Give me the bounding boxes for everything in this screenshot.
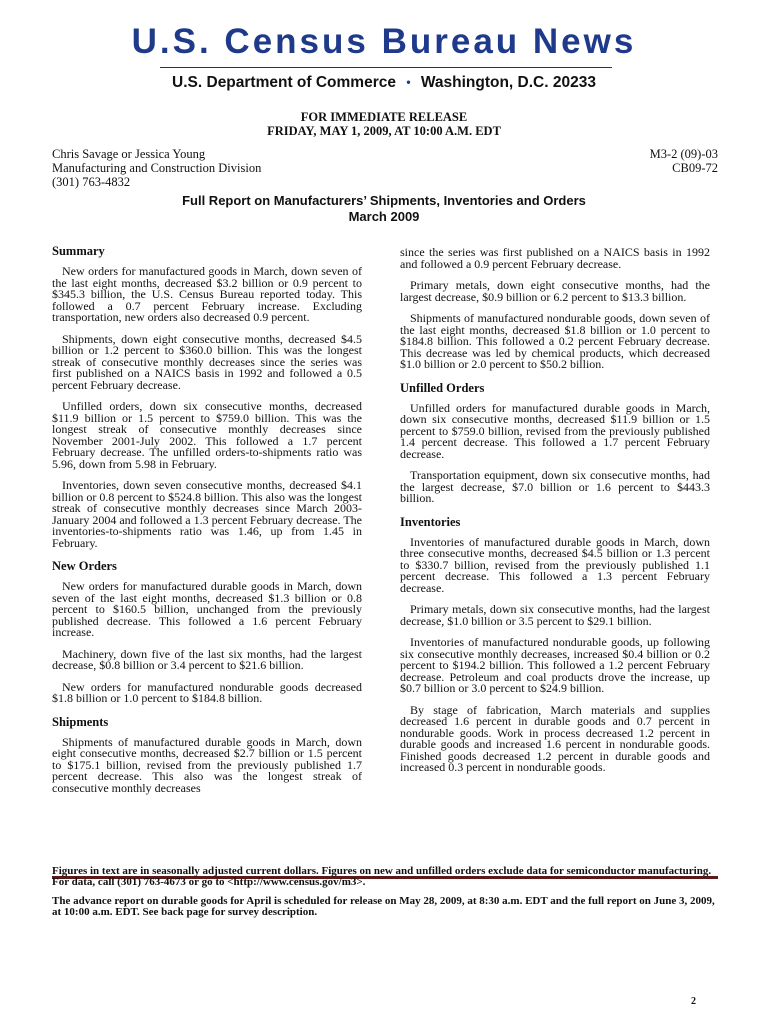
paragraph: New orders for manufactured nondurable goods decreased $1.8 billion or 1.0 percent to $184.8 billion.	[52, 679, 362, 705]
paragraph: Inventories of manufactured nondurable goods, up following six consecutive monthly decreases, increased $0.4 billion or 0.2 percent to $194.2 billion. This followed a 1.2 percent February decrease. Petroleum and coal products drove the increase, up $0.7 billion or 3.0 percent to $24.9 billion.	[400, 635, 710, 695]
page-number: 2	[691, 996, 696, 1007]
paragraph: New orders for manufactured durable goods in March, down seven of the last eight months, decreased $1.3 billion or 0.8 percent to $160.5 billion, unchanged from the previously published decrease. This followed a 1.6 percent February increase.	[52, 579, 362, 639]
section-heading-inventories: Inventories	[400, 514, 461, 529]
release-notice	[0, 110, 768, 138]
paragraph: Inventories of manufactured durable goods in March, down three consecutive months, decreased $4.5 billion or 1.3 percent to $330.7 billion, revised from the previously published 1.1 percent decrease. This followed a 1.3 percent February decrease.	[400, 534, 710, 595]
left-column	[52, 244, 362, 804]
paragraph: Shipments of manufactured nondurable goods, down seven of the last eight months, decreased $1.8 billion or 1.0 percent to $184.8 billion. This followed a 0.2 percent February decrease. This decrease was led by chemical products, which decreased $1.0 billion or 2.0 percent to $50.2 billion.	[400, 311, 710, 371]
contact-phone: (301) 763-4832	[52, 175, 131, 189]
bullet-separator: •	[406, 75, 411, 89]
paragraph-continued: since the series was first published on a NAICS basis in 1992 and followed a 0.9 percent February decrease.	[400, 245, 710, 271]
paragraph: Shipments, down eight consecutive months, decreased $4.5 billion or 1.2 percent to $360.0 billion. This was the longest streak of consecutive monthly decreases since the series was first published on a NAICS basis in 1992 and followed a 0.5 percent February decrease.	[52, 331, 362, 392]
report-title	[0, 193, 768, 225]
paragraph: Primary metals, down eight consecutive months, had the largest decrease, $0.9 billion or 6.2 percent to $13.3 billion.	[400, 278, 710, 304]
contact-name: Chris Savage or Jessica Young	[52, 147, 206, 161]
release-line: FOR IMMEDIATE RELEASE	[300, 110, 468, 124]
paragraph: Primary metals, down six consecutive months, had the largest decrease, $1.0 billion or 3.5 percent to $29.1 billion.	[400, 602, 710, 628]
contact-block	[52, 147, 718, 189]
department-address: Washington, D.C. 20233	[420, 74, 596, 91]
paragraph: Machinery, down five of the last six months, had the largest decrease, $0.8 billion or 3.4 percent to $21.6 billion.	[52, 646, 362, 672]
release-code: CB09-72	[672, 161, 718, 175]
paragraph: Unfilled orders for manufactured durable goods in March, down six consecutive months, decreased $11.9 billion or 1.5 percent to $759.0 billion, revised from the previously published 1.4 percent decrease. This followed a 1.7 percent February decrease.	[400, 400, 710, 461]
section-heading-shipments: Shipments	[52, 714, 109, 729]
report-code: M3-2 (09)-03	[649, 147, 718, 161]
paragraph: Unfilled orders, down six consecutive months, decreased $11.9 billion or 1.5 percent to $759.0 billion. This was the longest streak of consecutive monthly decreases since November 2001-July 2002. This followed a 1.7 percent February decrease. The unfilled orders-to-shipments ratio was 5.96, down from 5.98 in February.	[52, 399, 362, 471]
masthead-rule	[160, 67, 612, 68]
department-line	[0, 74, 768, 92]
section-heading-unfilled-orders: Unfilled Orders	[400, 380, 485, 395]
department-name: U.S. Department of Commerce	[172, 74, 396, 91]
paragraph: Transportation equipment, down six consecutive months, had the largest decrease, $7.0 billion or 1.6 percent to $443.3 billion.	[400, 468, 710, 505]
section-heading-summary: Summary	[52, 244, 105, 258]
release-date: FRIDAY, MAY 1, 2009, AT 10:00 A.M. EDT	[267, 124, 501, 138]
footnotes-text	[52, 866, 718, 926]
paragraph: By stage of fabrication, March materials and supplies decreased 1.6 percent in durable goods and 0.7 percent in nondurable goods. Work in process decreased 1.2 percent in durable goods and increased 1.6 percent in nondurable goods. Finished goods decreased 1.2 percent in durable goods and increased 0.3 percent in nondurable goods.	[400, 702, 710, 774]
paragraph: Inventories, down seven consecutive months, decreased $4.1 billion or 0.8 percent to $524.8 billion. This also was the longest streak of consecutive monthly decreases since March 2003-January 2004 and followed a 1.3 percent February decrease. The inventories-to-shipments ratio was 1.46, up from 1.45 in February.	[52, 478, 362, 550]
footnote-schedule-note: The advance report on durable goods for April is scheduled for release on May 28, 2009, at 8:30 a.m. EDT and the full report on June 3, 2009, at 10:00 a.m. EDT. See back page for survey description.	[52, 895, 715, 918]
contact-division: Manufacturing and Construction Division	[52, 161, 262, 175]
footnote-data-note: Figures in text are in seasonally adjusted current dollars. Figures on new and unfilled orders exclude data for semiconductor manufacturing. For data, call (301) 763-4673 or go to <http://www.census.gov/m3>.	[52, 865, 712, 888]
section-heading-new-orders: New Orders	[52, 559, 117, 573]
right-column	[400, 247, 710, 784]
paragraph: Shipments of manufactured durable goods in March, down eight consecutive months, decreased $2.7 billion or 1.5 percent to $175.1 billion, revised from the previously published 1.7 percent decrease. This also was the longest streak of consecutive monthly decreases	[52, 734, 362, 795]
masthead-title: U.S. Census Bureau News	[131, 22, 637, 61]
report-title-period: March 2009	[348, 209, 420, 224]
report-title-main: Full Report on Manufacturers’ Shipments, Inventories and Orders	[182, 193, 586, 208]
paragraph: New orders for manufactured goods in March, down seven of the last eight months, decreased $3.2 billion or 0.9 percent to $345.3 billion, the U.S. Census Bureau reported today. This followed a 0.7 percent February increase. Excluding transportation, new orders also decreased 0.9 percent.	[52, 264, 362, 324]
